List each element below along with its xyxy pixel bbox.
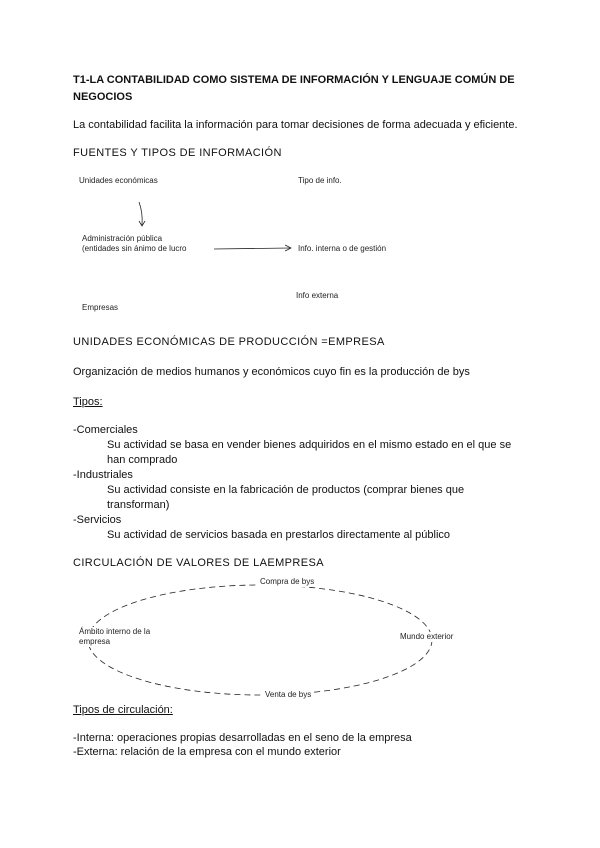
tipo-industriales: -Industriales [73, 469, 133, 481]
label-empresas: Empresas [82, 303, 119, 312]
label-mundo-exterior: Mundo exterior [400, 632, 454, 641]
label-compra-bys: Compra de bys [260, 577, 315, 586]
label-info-interna: Info. interna o de gestión [298, 244, 387, 253]
tipos-circulacion-label: Tipos de circulación: [73, 704, 173, 716]
tipo-industriales-desc: Su actividad consiste en la fabricación de productos (comprar bienes que transforman) [107, 484, 465, 511]
circulacion-externa: -Externa: relación de la empresa con el mundo exterior [73, 746, 341, 758]
label-tipo-info: Tipo de info. [298, 176, 342, 185]
tipos-label: Tipos: [73, 396, 103, 408]
label-unidades-economicas: Unidades económicas [79, 176, 158, 185]
empresa-definition: Organización de medios humanos y económicos cuyo fin es la producción de bys [73, 366, 470, 378]
label-info-externa: Info externa [296, 291, 339, 300]
document-title: T1-LA CONTABILIDAD COMO SISTEMA DE INFORMACIÓN Y LENGUAJE COMÚN DE NEGOCIOS [73, 74, 515, 103]
section-heading-fuentes: FUENTES Y TIPOS DE INFORMACIÓN [73, 147, 282, 159]
section-heading-circulacion: CIRCULACIÓN DE VALORES DE LAEMPRESA [73, 557, 324, 569]
intro-paragraph: La contabilidad facilita la información para tomar decisiones de forma adecuada y eficiente. [73, 119, 518, 131]
tipo-servicios-desc: Su actividad de servicios basada en prestarlos directamente al público [107, 529, 451, 541]
tipo-comerciales: -Comerciales [73, 424, 138, 436]
tipo-comerciales-desc: Su actividad se basa en vender bienes adquiridos en el mismo estado en el que se han comprado [107, 439, 512, 466]
label-ambito-interno: Ámbito interno de la empresa [79, 627, 171, 647]
label-venta-bys: Venta de bys [265, 690, 312, 699]
tipo-servicios: -Servicios [73, 514, 122, 526]
down-arrow [139, 202, 145, 226]
circulacion-interna: -Interna: operaciones propias desarrolladas en el seno de la empresa [73, 732, 412, 744]
label-administracion-publica: Administración pública (entidades sin ánimo de lucro [82, 234, 187, 253]
right-arrow [214, 245, 291, 251]
section-heading-unidades: UNIDADES ECONÓMICAS DE PRODUCCIÓN =EMPRESA [73, 336, 385, 348]
